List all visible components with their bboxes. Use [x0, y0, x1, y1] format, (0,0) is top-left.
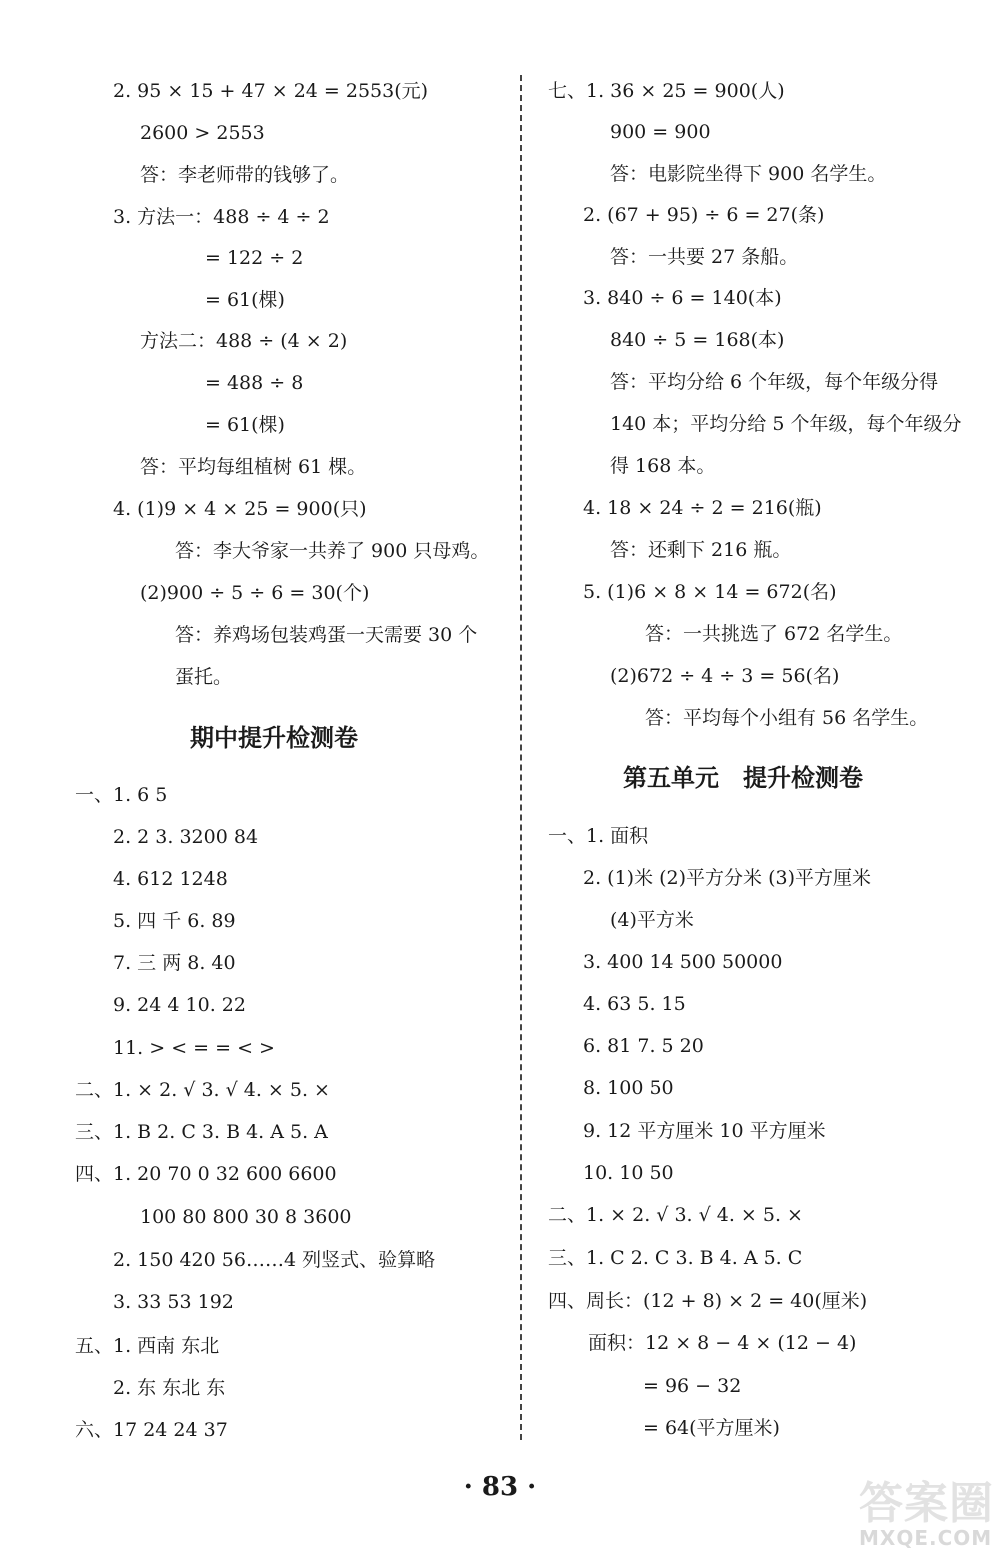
answer-line: 4. (1)9 × 4 × 25 = 900(只) [113, 498, 367, 520]
answer-line: 蛋托。 [175, 666, 233, 688]
answer-line: 4. 612 1248 [113, 868, 228, 890]
answer-line: 答：养鸡场包装鸡蛋一天需要 30 个 [175, 624, 478, 646]
section-heading: 第五单元 提升检测卷 [623, 764, 863, 792]
answer-line: 2. (1)米 (2)平方分米 (3)平方厘米 [583, 867, 871, 889]
answer-line: (2)900 ÷ 5 ÷ 6 = 30(个) [140, 582, 370, 604]
answer-line: 100 80 800 30 8 3600 [140, 1206, 352, 1228]
answer-line: 答：李老师带的钱够了。 [140, 164, 350, 186]
page-number: · 83 · [463, 1472, 537, 1502]
answer-line: (4)平方米 [610, 909, 694, 931]
answer-line: 答：一共要 27 条船。 [610, 246, 799, 268]
watermark-url: MXQE.COM [859, 1526, 993, 1550]
watermark-logo: 答案圈 [859, 1478, 994, 1529]
answer-line: 面积：12 × 8 − 4 × (12 − 4) [588, 1332, 857, 1354]
answer-line: 答：还剩下 216 瓶。 [610, 539, 792, 561]
answer-line: 5. 四 千 6. 89 [113, 910, 236, 932]
answer-line: 答：一共挑选了 672 名学生。 [645, 623, 903, 645]
column-divider [520, 75, 522, 1440]
answer-line: 2. (67 + 95) ÷ 6 = 27(条) [583, 204, 825, 226]
answer-line: 三、1. B 2. C 3. B 4. A 5. A [75, 1121, 328, 1143]
answer-line: 答：李大爷家一共养了 900 只母鸡。 [175, 540, 490, 562]
answer-line: 答：平均分给 6 个年级，每个年级分得 [610, 371, 939, 393]
answer-line: 2600 > 2553 [140, 122, 265, 144]
answer-line: 5. (1)6 × 8 × 14 = 672(名) [583, 581, 837, 603]
answer-line: 9. 24 4 10. 22 [113, 994, 246, 1016]
answer-line: = 96 − 32 [643, 1375, 742, 1397]
answer-line: = 64(平方厘米) [643, 1417, 780, 1439]
answer-line: 2. 150 420 56……4 列竖式、验算略 [113, 1249, 436, 1271]
answer-line: 四、周长：(12 + 8) × 2 = 40(厘米) [548, 1290, 868, 1312]
answer-line: = 488 ÷ 8 [205, 372, 304, 394]
answer-line: 7. 三 两 8. 40 [113, 952, 236, 974]
answer-line: 2. 2 3. 3200 84 [113, 826, 259, 848]
answer-line: 4. 18 × 24 ÷ 2 = 216(瓶) [583, 497, 822, 519]
answer-line: 答：平均每组植树 61 棵。 [140, 456, 367, 478]
answer-line: 一、1. 面积 [548, 825, 649, 847]
answer-line: 140 本；平均分给 5 个年级，每个年级分 [610, 413, 962, 435]
answer-line: 二、1. × 2. √ 3. √ 4. × 5. × [548, 1204, 803, 1226]
answer-line: 3. 840 ÷ 6 = 140(本) [583, 287, 782, 309]
answer-line: 2. 东 东北 东 [113, 1377, 226, 1399]
answer-line: 900 = 900 [610, 121, 711, 143]
answer-line: 二、1. × 2. √ 3. √ 4. × 5. × [75, 1079, 330, 1101]
answer-line: 方法二：488 ÷ (4 × 2) [140, 330, 348, 352]
answer-line: 三、1. C 2. C 3. B 4. A 5. C [548, 1247, 803, 1269]
answer-line: 3. 33 53 192 [113, 1291, 234, 1313]
answer-line: 6. 81 7. 5 20 [583, 1035, 704, 1057]
answer-line: 2. 95 × 15 + 47 × 24 = 2553(元) [113, 80, 429, 102]
answer-line: 得 168 本。 [610, 455, 716, 477]
answer-line: 3. 400 14 500 50000 [583, 951, 783, 973]
answer-line: (2)672 ÷ 4 ÷ 3 = 56(名) [610, 665, 840, 687]
answer-line: 六、17 24 24 37 [75, 1419, 228, 1441]
answer-line: 四、1. 20 70 0 32 600 6600 [75, 1163, 337, 1185]
section-heading: 期中提升检测卷 [190, 724, 358, 752]
answer-line: 七、1. 36 × 25 = 900(人) [548, 80, 785, 102]
answer-line: 五、1. 西南 东北 [75, 1335, 220, 1357]
answer-line: = 122 ÷ 2 [205, 247, 304, 269]
answer-line: 9. 12 平方厘米 10 平方厘米 [583, 1120, 826, 1142]
answer-line: 答：平均每个小组有 56 名学生。 [645, 707, 929, 729]
answer-line: 11. > < = = < > [113, 1037, 275, 1059]
watermark [859, 1478, 994, 1550]
answer-line: 10. 10 50 [583, 1162, 674, 1184]
answer-line: = 61(棵) [205, 414, 285, 436]
answer-line: 840 ÷ 5 = 168(本) [610, 329, 785, 351]
answer-line: 8. 100 50 [583, 1077, 674, 1099]
answer-line: 4. 63 5. 15 [583, 993, 686, 1015]
answer-line: 一、1. 6 5 [75, 784, 168, 806]
answer-line: 答：电影院坐得下 900 名学生。 [610, 163, 887, 185]
answer-line: = 61(棵) [205, 289, 285, 311]
answer-line: 3. 方法一：488 ÷ 4 ÷ 2 [113, 206, 330, 228]
